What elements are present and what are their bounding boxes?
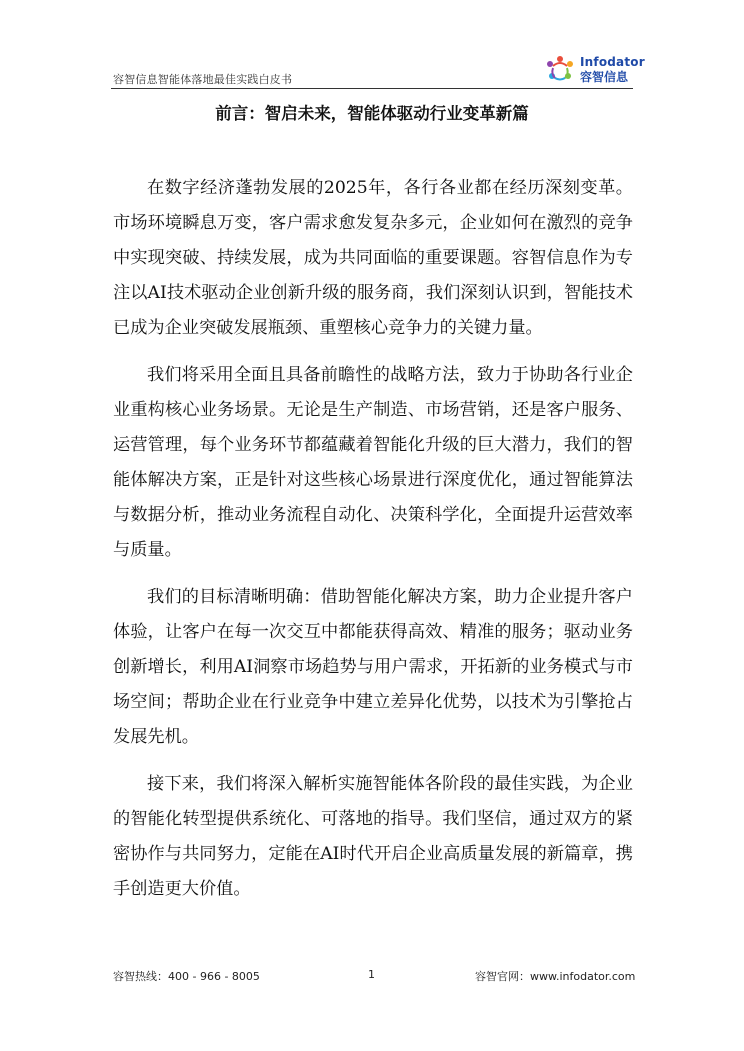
logo-text-chinese: 容智信息 [580, 70, 629, 84]
company-logo [543, 54, 645, 84]
page-number: 1 [368, 968, 375, 981]
logo-text-english: Infodator [580, 55, 645, 69]
footer-hotline: 容智热线：400 - 966 - 8005 [113, 970, 260, 983]
paragraph-1: 在数字经济蓬勃发展的2025年，各行各业都在经历深刻变革。市场环境瞬息万变，客户需求愈发复杂多元，企业如何在激烈的竞争中实现突破、持续发展，成为共同面临的重要课题。容智信息作为专注以AI技术驱动企业创新升级的服务商，我们深刻认识到，智能技术已成为企业突破发展瓶颈、重塑核心竞争力的关键力量。 [113, 178, 633, 338]
footer-website: 容智官网：www.infodator.com [475, 970, 636, 983]
paragraph-2: 我们将采用全面且具备前瞻性的战略方法，致力于协助各行业企业重构核心业务场景。无论是生产制造、市场营销，还是客户服务、运营管理，每个业务环节都蕴藏着智能化升级的巨大潜力，我们的智能体解决方案，正是针对这些核心场景进行深度优化，通过智能算法与数据分析，推动业务流程自动化、决策科学化，全面提升运营效率与质量。 [113, 365, 633, 560]
page-title: 前言：智启未来，智能体驱动行业变革新篇 [215, 104, 529, 123]
paragraph-4: 接下来，我们将深入解析实施智能体各阶段的最佳实践，为企业的智能化转型提供系统化、可落地的指导。我们坚信，通过双方的紧密协作与共同努力，定能在AI时代开启企业高质量发展的新篇章，携手创造更大价值。 [113, 774, 633, 899]
people-circle-logo-icon [543, 54, 577, 84]
header-divider [111, 88, 633, 89]
paragraph-3: 我们的目标清晰明确：借助智能化解决方案，助力企业提升客户体验，让客户在每一次交互中都能获得高效、精准的服务；驱动业务创新增长，利用AI洞察市场趋势与用户需求，开拓新的业务模式与市场空间；帮助企业在行业竞争中建立差异化优势，以技术为引擎抢占发展先机。 [113, 587, 633, 747]
header-document-title: 容智信息智能体落地最佳实践白皮书 [113, 73, 293, 86]
body-text [113, 171, 633, 919]
